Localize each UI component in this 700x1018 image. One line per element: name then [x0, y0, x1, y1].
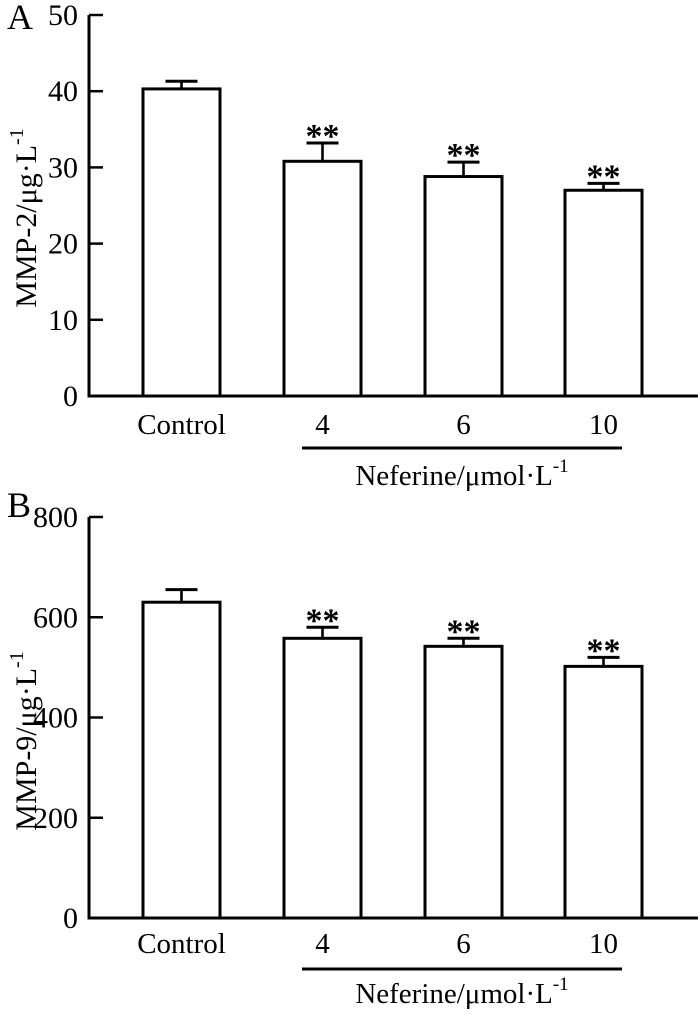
y-tick-label: 20 — [48, 227, 78, 261]
bar-10 — [565, 666, 642, 918]
significance-marker: ** — [586, 158, 621, 196]
bar-6 — [425, 177, 502, 396]
panel-a — [6, 0, 698, 492]
significance-marker: ** — [586, 632, 621, 670]
y-tick-label: 30 — [48, 151, 78, 185]
x-category-label: 4 — [315, 409, 330, 441]
x-category-label: Control — [137, 409, 226, 441]
bar-10 — [565, 190, 642, 396]
x-category-label: 10 — [589, 409, 618, 441]
y-tick-label: 50 — [48, 0, 78, 32]
panel-label-a: A — [7, 0, 33, 37]
y-tick-label: 0 — [63, 902, 78, 935]
y-axis-title: MMP-$2/\mu g\cdot L^{-1}$ — [6, 128, 43, 308]
x-category-label: 6 — [456, 928, 471, 960]
bar-4 — [284, 161, 361, 396]
y-tick-label: 10 — [48, 303, 78, 337]
y-tick-label: 400 — [33, 701, 78, 735]
bar-control — [143, 89, 220, 396]
significance-marker: ** — [446, 137, 481, 175]
significance-marker: ** — [446, 613, 481, 651]
bar-4 — [284, 638, 361, 918]
x-category-label: 4 — [315, 928, 330, 960]
panel-label-b: B — [7, 485, 32, 525]
x-category-label: 6 — [456, 409, 471, 441]
panel-b — [6, 485, 698, 1010]
bar-6 — [425, 646, 502, 918]
y-tick-label: 600 — [33, 601, 78, 635]
y-tick-label: 40 — [48, 75, 78, 109]
y-axis-title: MMP-$9/\mu g\cdot L^{-1}$ — [6, 651, 43, 831]
group-axis-label: Neferine/$\mu mol\cdot L^{-1}$ — [355, 456, 569, 492]
y-tick-label: 0 — [63, 380, 78, 413]
group-axis-label: Neferine/$\mu mol\cdot L^{-1}$ — [355, 974, 569, 1010]
y-tick-label: 200 — [33, 801, 78, 835]
significance-marker: ** — [305, 118, 340, 156]
x-category-label: 10 — [589, 928, 618, 960]
y-tick-label: 800 — [33, 501, 78, 534]
x-category-label: Control — [137, 928, 226, 960]
significance-marker: ** — [305, 602, 340, 640]
bar-control — [143, 602, 220, 918]
